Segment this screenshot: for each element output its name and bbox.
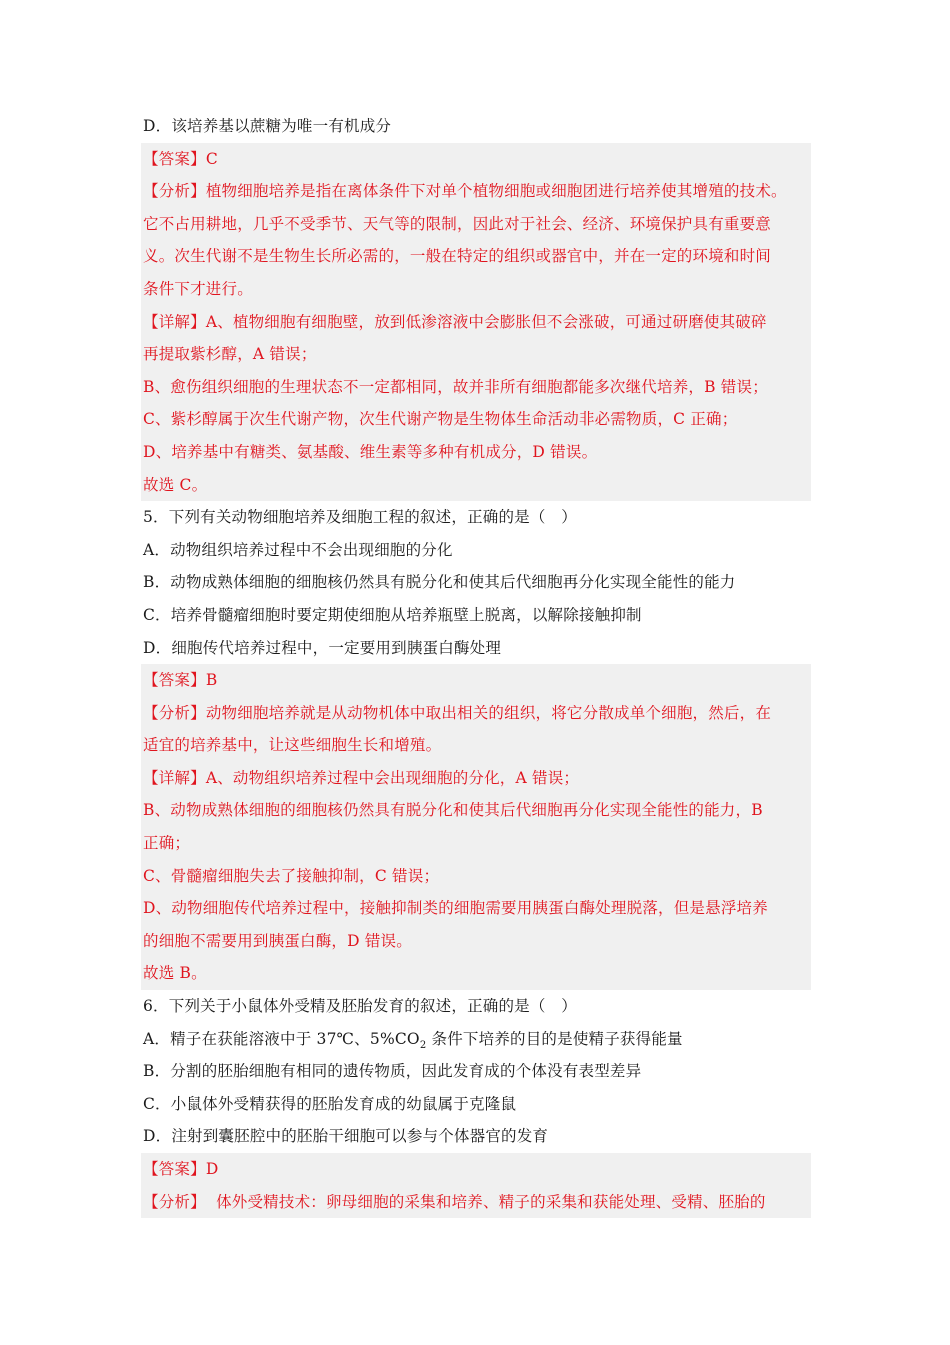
q5-analysis-line: [143, 697, 811, 730]
q5-detail-line: B、动物成熟体细胞的细胞核仍然具有脱分化和使其后代细胞再分化实现全能性的能力，B: [143, 801, 763, 820]
q4-analysis-line: 义。次生代谢不是生物生长所必需的，一般在特定的组织或器官中，并在一定的环境和时间: [143, 247, 772, 266]
analysis-text: 动物细胞培养就是从动物机体中取出相关的组织，将它分散成单个细胞，然后，在: [205, 703, 772, 722]
q6-option-a: [143, 1023, 811, 1056]
q4-detail-line: C、紫杉醇属于次生代谢产物，次生代谢产物是生物体生命活动非必需物质，C 正确；: [143, 410, 738, 429]
detail-text: A、动物组织培养过程中会出现细胞的分化，A 错误；: [205, 768, 580, 787]
q5-answer-block: [141, 664, 811, 990]
subscript-2: 2: [419, 1039, 427, 1051]
q4-detail-line: D、培养基中有糖类、氨基酸、维生素等多种有机成分，D 错误。: [143, 442, 598, 461]
analysis-text: 植物细胞培养是指在离体条件下对单个植物细胞或细胞团进行培养使其增殖的技术。: [205, 182, 787, 201]
detail-text: A、植物细胞有细胞壁，放到低渗溶液中会膨胀但不会涨破，可通过研磨使其破碎: [205, 312, 767, 331]
q5-detail-line: 的细胞不需要用到胰蛋白酶，D 错误。: [143, 931, 412, 950]
q5-detail-line: D、动物细胞传代培养过程中，接触抑制类的细胞需要用胰蛋白酶处理脱落，但是悬浮培养: [143, 899, 768, 918]
q4-analysis-line: 它不占用耕地，几乎不受季节、天气等的限制，因此对于社会、经济、环境保护具有重要意: [143, 214, 772, 233]
q5-option-b: B．动物成熟体细胞的细胞核仍然具有脱分化和使其后代细胞再分化实现全能性的能力: [143, 573, 736, 592]
q5-option-a: A．动物组织培养过程中不会出现细胞的分化: [143, 540, 453, 559]
analysis-tag: 【分析】: [143, 182, 206, 201]
q4-answer-line: [143, 143, 811, 176]
q6-option-c: C．小鼠体外受精获得的胚胎发育成的幼鼠属于克隆鼠: [143, 1094, 517, 1113]
q5-analysis-line: 适宜的培养基中，让这些细胞生长和增殖。: [143, 736, 442, 755]
q6-option-b: B．分割的胚胎细胞有相同的遗传物质，因此发育成的个体没有表型差异: [143, 1062, 642, 1081]
q4-analysis-line: [143, 175, 811, 208]
q6-analysis-line: [143, 1186, 811, 1219]
analysis-tag: 【分析】: [143, 703, 206, 722]
q4-answer-block: [141, 143, 811, 502]
answer-value: D: [205, 1160, 219, 1178]
q5-conclusion: 故选 B。: [143, 964, 207, 983]
q5-option-d: D．细胞传代培养过程中，一定要用到胰蛋白酶处理: [143, 638, 502, 657]
q6-stem: 6．下列关于小鼠体外受精及胚胎发育的叙述，正确的是（ ）: [143, 997, 577, 1016]
q5-answer-line: [143, 664, 811, 697]
analysis-tag: 【分析】: [143, 1192, 206, 1211]
detail-tag: 【详解】: [143, 312, 206, 331]
q5-option-c: C．培养骨髓瘤细胞时要定期使细胞从培养瓶壁上脱离，以解除接触抑制: [143, 605, 642, 624]
answer-value: B: [205, 671, 218, 690]
q4-detail-line: 再提取紫杉醇，A 错误；: [143, 345, 317, 364]
q4-analysis-line: 条件下才进行。: [143, 279, 253, 298]
answer-tag: 【答案】: [143, 671, 206, 690]
q4-detail-line: B、愈伤组织细胞的生理状态不一定都相同，故并非所有细胞都能多次继代培养，B 错误；: [143, 377, 768, 396]
option-a-text-rest: 条件下培养的目的是使精子获得能量: [426, 1029, 683, 1048]
q5-detail-line: C、骨髓瘤细胞失去了接触抑制，C 错误；: [143, 866, 440, 885]
answer-tag: 【答案】: [143, 1160, 206, 1178]
detail-tag: 【详解】: [143, 768, 206, 787]
document-content: [143, 110, 811, 1218]
q4-conclusion: 故选 C。: [143, 475, 208, 494]
q6-option-d: D．注射到囊胚腔中的胚胎干细胞可以参与个体器官的发育: [143, 1127, 549, 1146]
q4-option-d: D．该培养基以蔗糖为唯一有机成分: [143, 117, 392, 135]
answer-value: C: [205, 149, 218, 168]
answer-tag: 【答案】: [143, 149, 206, 168]
q6-answer-block: [141, 1153, 811, 1218]
q5-stem: 5．下列有关动物细胞培养及细胞工程的叙述，正确的是（ ）: [143, 508, 577, 527]
q6-answer-line: [143, 1153, 811, 1186]
q5-detail-line: [143, 762, 811, 795]
option-a-text: A．精子在获能溶液中于 37℃、5%CO: [143, 1029, 420, 1048]
analysis-text: 体外受精技术：卵母细胞的采集和培养、精子的采集和获能处理、受精、胚胎的: [205, 1192, 766, 1211]
q4-detail-line: [143, 306, 811, 339]
q5-detail-line: 正确；: [143, 834, 191, 853]
